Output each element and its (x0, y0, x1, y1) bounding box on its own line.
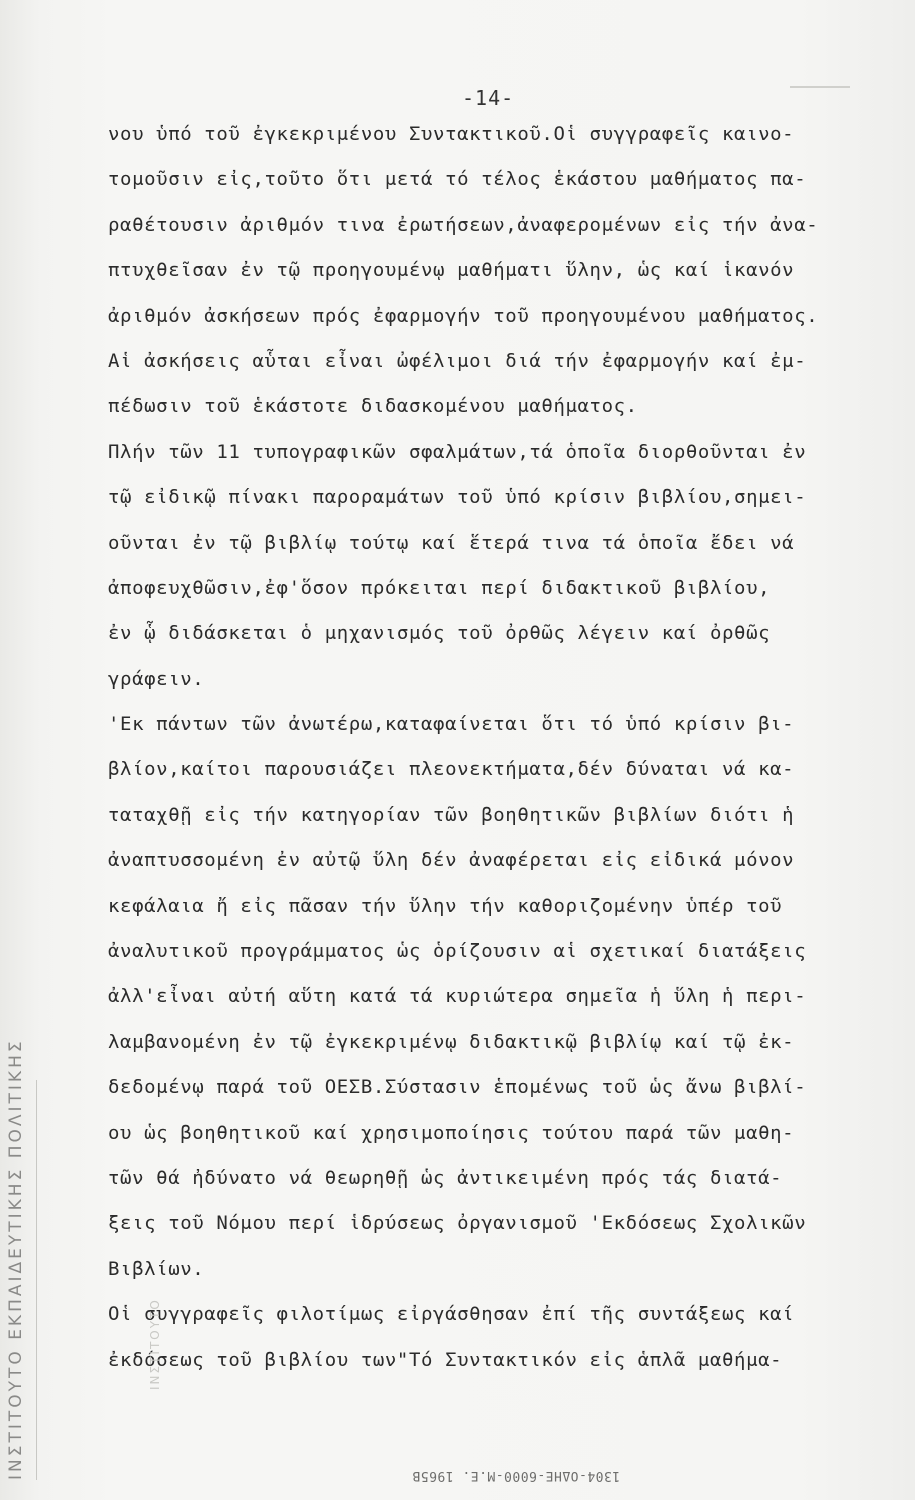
document-body (108, 112, 898, 1383)
text-line: ἀριθμόν ἀσκήσεων πρός ἐφαρμογήν τοῦ προηγουμένου μαθήματος. (108, 304, 819, 327)
text-line: βλίον,καίτοι παρουσιάζει πλεονεκτήματα,δέν δύναται νά κα- (108, 758, 795, 781)
margin-rule (36, 1080, 37, 1480)
text-line: ἀποφευχθῶσιν,ἐφ'ὅσον πρόκειται περί διδακτικοῦ βιβλίου, (108, 576, 771, 599)
text-line: ἀλλ'εἶναι αὐτή αὕτη κατά τά κυριώτερα σημεῖα ἡ ὕλη ἡ περι- (108, 985, 807, 1008)
text-line: ἀναλυτικοῦ προγράμματος ὡς ὁρίζουσιν αἱ σχετικαί διατάξεις (108, 940, 807, 963)
text-line: Βιβλίων. (108, 1257, 205, 1280)
text-line: τομοῦσιν εἰς,τοῦτο ὅτι μετά τό τέλος ἑκάστου μαθήματος πα- (108, 168, 807, 191)
text-line: Πλήν τῶν 11 τυπογραφικῶν σφαλμάτων,τά ὁποῖα διορθοῦνται ἐν (108, 440, 807, 463)
faint-stamp: ΙΝΣΤΙΤΟΥΤΟ (148, 1298, 162, 1390)
text-line: ἐκδόσεως τοῦ βιβλίου των"Τό Συντακτικόν εἰς ἁπλᾶ μαθήμα- (108, 1348, 783, 1371)
text-line: πέδωσιν τοῦ ἑκάστοτε διδασκομένου μαθήματος. (108, 395, 638, 418)
text-line: 'Εκ πάντων τῶν ἀνωτέρω,καταφαίνεται ὅτι τό ὑπό κρίσιν βι- (108, 713, 795, 736)
text-line: Αἱ ἀσκήσεις αὗται εἶναι ὠφέλιμοι διά τήν ἐφαρμογήν καί ἐμ- (108, 349, 807, 372)
left-margin-text: ΙΝΣΤΙΤΟΥΤΟ ΕΚΠΑΙΔΕΥΤΙΚΗΣ ΠΟΛΙΤΙΚΗΣ (6, 1038, 26, 1480)
text-line: νου ὑπό τοῦ ἐγκεκριμένου Συντακτικοῦ.Οἱ συγγραφεῖς καινο- (108, 123, 795, 145)
text-line: Οἱ συγγραφεῖς φιλοτίμως εἰργάσθησαν ἐπί τῆς συντάξεως καί (108, 1303, 795, 1326)
text-line: πτυχθεῖσαν ἐν τῷ προηγουμένῳ μαθήματι ὕλην, ὡς καί ἱκανόν (108, 259, 795, 282)
paper-mark (790, 86, 850, 88)
text-line: ἐν ᾧ διδάσκεται ὁ μηχανισμός τοῦ ὀρθῶς λέγειν καί ὀρθῶς (108, 622, 771, 645)
text-line: κεφάλαια ἤ εἰς πᾶσαν τήν ὕλην τήν καθοριζομένην ὑπέρ τοῦ (108, 894, 783, 917)
text-line: ἀναπτυσσομένη ἐν αὐτῷ ὕλη δέν ἀναφέρεται εἰς εἰδικά μόνον (108, 849, 795, 872)
text-line: ου ὡς βοηθητικοῦ καί χρησιμοποίησις τούτου παρά τῶν μαθη- (108, 1121, 795, 1144)
text-line: τῷ εἰδικῷ πίνακι παροραμάτων τοῦ ὑπό κρίσιν βιβλίου,σημει- (108, 486, 807, 509)
text-line: ταταχθῇ εἰς τήν κατηγορίαν τῶν βοηθητικῶν βιβλίων διότι ἡ (108, 803, 795, 826)
text-line: ραθέτουσιν ἀριθμόν τινα ἐρωτήσεων,ἀναφερομένων εἰς τήν ἀνα- (108, 213, 819, 236)
text-line: γράφειν. (108, 667, 205, 690)
text-line: ξεις τοῦ Νόμου περί ἱδρύσεως ὀργανισμοῦ 'Εκδόσεως Σχολικῶν (108, 1212, 807, 1235)
text-line: τῶν θά ἠδύνατο νά θεωρηθῇ ὡς ἀντικειμένη πρός τάς διατά- (108, 1166, 783, 1189)
footer-imprint: 1304-ΟΔΗΕ-6000-Μ.Ε. 1965Β (412, 1468, 621, 1483)
text-line: δεδομένῳ παρά τοῦ ΟΕΣΒ.Σύστασιν ἑπομένως τοῦ ὡς ἄνω βιβλί- (108, 1076, 807, 1099)
text-line: λαμβανομένη ἐν τῷ ἐγκεκριμένῳ διδακτικῷ βιβλίῳ καί τῷ ἐκ- (108, 1030, 795, 1053)
page-number: -14- (462, 86, 515, 110)
text-line: οῦνται ἐν τῷ βιβλίῳ τούτῳ καί ἕτερά τινα τά ὁποῖα ἔδει νά (108, 531, 795, 554)
